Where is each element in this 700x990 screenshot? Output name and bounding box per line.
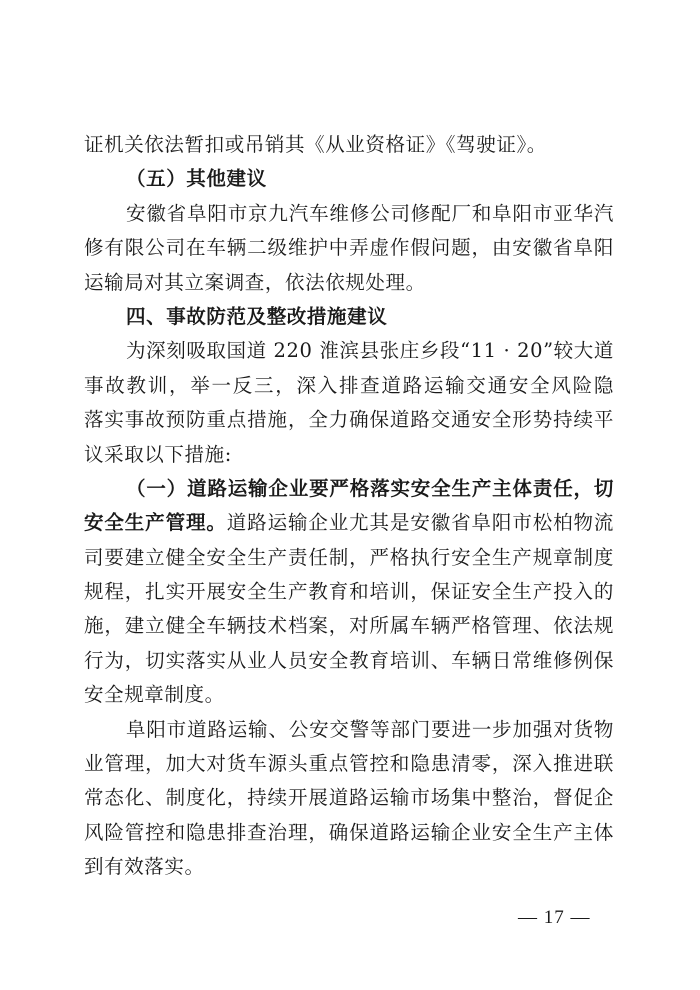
paragraph-line: 业管理，加大对货车源头重点管控和隐患清零，深入推进联	[84, 752, 614, 776]
section-heading-other-suggestions: （五）其他建议	[126, 167, 267, 191]
paragraph-line: 安全规章制度。	[84, 683, 225, 707]
section-heading-prevention-measures: 四、事故防范及整改措施建议	[126, 304, 388, 328]
measure-text: 道路运输企业尤其是安徽省阜阳市松柏物流	[226, 511, 614, 535]
paragraph-line: 到有效落实。	[84, 855, 205, 879]
paragraph-line: 阜阳市道路运输、公安交警等部门要进一步加强对货物	[126, 717, 614, 741]
measure-heading-end: 安全生产管理。	[84, 511, 227, 535]
paragraph-line-mixed	[84, 506, 614, 540]
paragraph-line: 司要建立健全安全生产责任制，严格执行安全生产规章制度	[84, 545, 614, 569]
measure-heading-line: （一）道路运输企业要严格落实安全生产主体责任，切	[126, 476, 614, 500]
paragraph-line: 安徽省阜阳市京九汽车维修公司修配厂和阜阳市亚华汽	[126, 201, 614, 225]
page-number: — 17 —	[518, 907, 591, 928]
paragraph-line: 事故教训，举一反三，深入排查道路运输交通安全风险隐	[84, 373, 614, 397]
paragraph-line: 修有限公司在车辆二级维护中弄虚作假问题，由安徽省阜阳	[84, 236, 614, 260]
document-body	[84, 128, 614, 885]
paragraph-line: 证机关依法暂扣或吊销其《从业资格证》《驾驶证》。	[84, 133, 547, 156]
paragraph-line: 运输局对其立案调查，依法依规处理。	[84, 270, 426, 294]
paragraph-line: 为深刻吸取国道 220 淮滨县张庄乡段“11 · 20”较大道	[126, 339, 614, 363]
paragraph-line: 行为，切实落实从业人员安全教育培训、车辆日常维修例保	[84, 648, 614, 672]
paragraph-line: 常态化、制度化，持续开展道路运输市场集中整治，督促企	[84, 786, 614, 810]
paragraph-line: 规程，扎实开展安全生产教育和培训，保证安全生产投入的	[84, 580, 614, 604]
paragraph-line: 风险管控和隐患排查治理，确保道路运输企业安全生产主体	[84, 820, 614, 844]
paragraph-line: 落实事故预防重点措施，全力确保道路交通安全形势持续平	[84, 408, 614, 432]
paragraph-line: 议采取以下措施:	[84, 442, 232, 466]
paragraph-line: 施，建立健全车辆技术档案，对所属车辆严格管理、依法规	[84, 614, 614, 638]
